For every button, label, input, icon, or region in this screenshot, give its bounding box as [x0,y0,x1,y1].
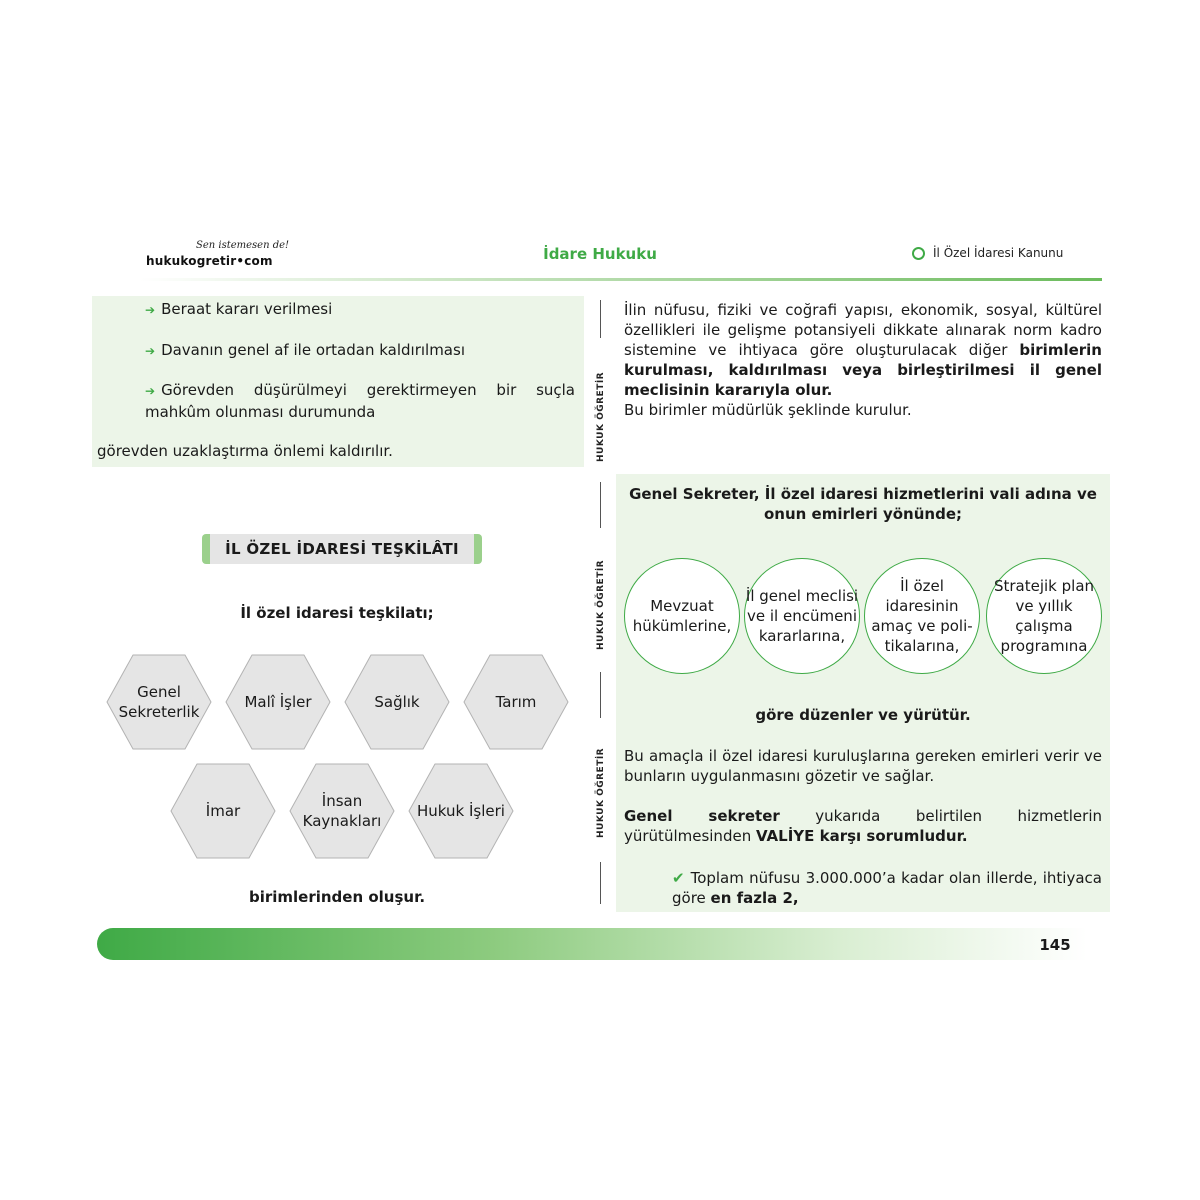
unit-hexagon [289,763,395,859]
paragraph-bold-text: birimlerin kurulması, kaldırılması veya birleştirilmesi il genel meclisinin kararıyla olur. [624,341,1102,399]
unit-label: Tarım [495,693,537,711]
teskilat-footer: birimlerinden oluşur. [248,888,426,906]
unit-label: İmar [205,802,241,820]
paragraph-text: Toplam nüfusu 3.000.000’a kadar olan illerde, ihtiyaca göre [672,869,1102,907]
page-title: İdare Hukuku [543,245,657,263]
box-mid-text: göre düzenler ve yürütür. [755,706,971,724]
unit-label: Sağlık [374,693,420,711]
arrow-icon: ➔ [145,344,156,358]
section-title [912,246,1063,260]
paragraph [624,300,1102,400]
logo-tagline: Sen istemesen de! [196,240,290,251]
list-item-text: Beraat kararı verilmesi [161,300,333,318]
unit-hexagon [225,654,331,750]
box-footer-text: görevden uzaklaştırma önlemi kaldırılır. [97,442,393,460]
unit-label: Hukuk İşleri [417,802,505,820]
paragraph-bold-text: VALİYE karşı sorumludur. [755,827,968,845]
right-info-box [616,474,1110,912]
logo[interactable]: hukukogretir•com [146,254,273,268]
divider-line [600,862,601,904]
footer-bar [97,928,1087,960]
arrow-icon: ➔ [145,384,156,398]
header-divider [140,278,1102,281]
paragraph [624,806,1102,846]
list-item [145,300,332,318]
unit-label: Genel Sekreterlik [118,683,200,721]
paragraph: Bu birimler müdürlük şeklinde kurulur. [624,401,912,419]
divider-line [600,300,601,338]
paragraph: Bu amaçla il özel idaresi kuruluşlarına gereken emirleri verir ve bunların uygulanmasını gözetir ve sağlar. [624,747,1102,785]
side-label: HUKUK ÖĞRETİR [596,371,606,462]
divider-line [600,672,601,718]
section-label: İl Özel İdaresi Kanunu [933,246,1064,260]
paragraph-text: yukarıda belirtilen hizmetlerin yürütülmesinden [624,807,1103,845]
teskilat-intro: İl özel idaresi teşkilatı; [240,604,434,622]
unit-label: İnsan Kaynakları [302,792,382,830]
hexagon-icon [912,247,925,260]
unit-hexagon [463,654,569,750]
page-number: 145 [1039,936,1071,954]
paragraph-text: İlin nüfusu, fiziki ve coğrafi yapısı, ekonomik, sosyal, kültürel özellikleri ile gelişme potansiyeli dikkate alınarak norm kadro sistemine ve ihtiyaca göre oluşturulacak diğer [624,301,1102,359]
unit-hexagon [106,654,212,750]
checklist-item [672,868,1102,908]
unit-label: Malî İşler [244,693,312,711]
circle-item: İl özel idaresinin amaç ve poli-tikalarına, [864,558,980,674]
unit-hexagon [408,763,514,859]
paragraph-bold-text: en fazla 2, [710,889,799,907]
section-heading: İL ÖZEL İDARESİ TEŞKİLÂTI [202,534,482,564]
check-icon: ✔ [672,869,685,887]
paragraph-bold-text: Genel sekreter [624,807,780,825]
box-heading: Genel Sekreter, İl özel idaresi hizmetlerini vali adına ve onun emirleri yönünde; [629,485,1097,523]
list-item-text: Davanın genel af ile ortadan kaldırılması [161,341,465,359]
list-item-text: Görevden düşürülmeyi gerektirmeyen bir suçla mahkûm olunması durumunda [145,381,575,421]
list-item [145,341,465,359]
left-info-box [92,296,584,467]
circle-item: Mevzuat hükümlerine, [624,558,740,674]
circle-item: İl genel meclisi ve il encümeni kararlarına, [744,558,860,674]
side-label: HUKUK ÖĞRETİR [596,747,606,838]
circle-item: Stratejik plan ve yıllık çalışma programına [986,558,1102,674]
side-label: HUKUK ÖĞRETİR [596,559,606,650]
divider-line [600,482,601,528]
unit-hexagon [344,654,450,750]
list-item [145,380,575,423]
unit-hexagon [170,763,276,859]
arrow-icon: ➔ [145,303,156,317]
